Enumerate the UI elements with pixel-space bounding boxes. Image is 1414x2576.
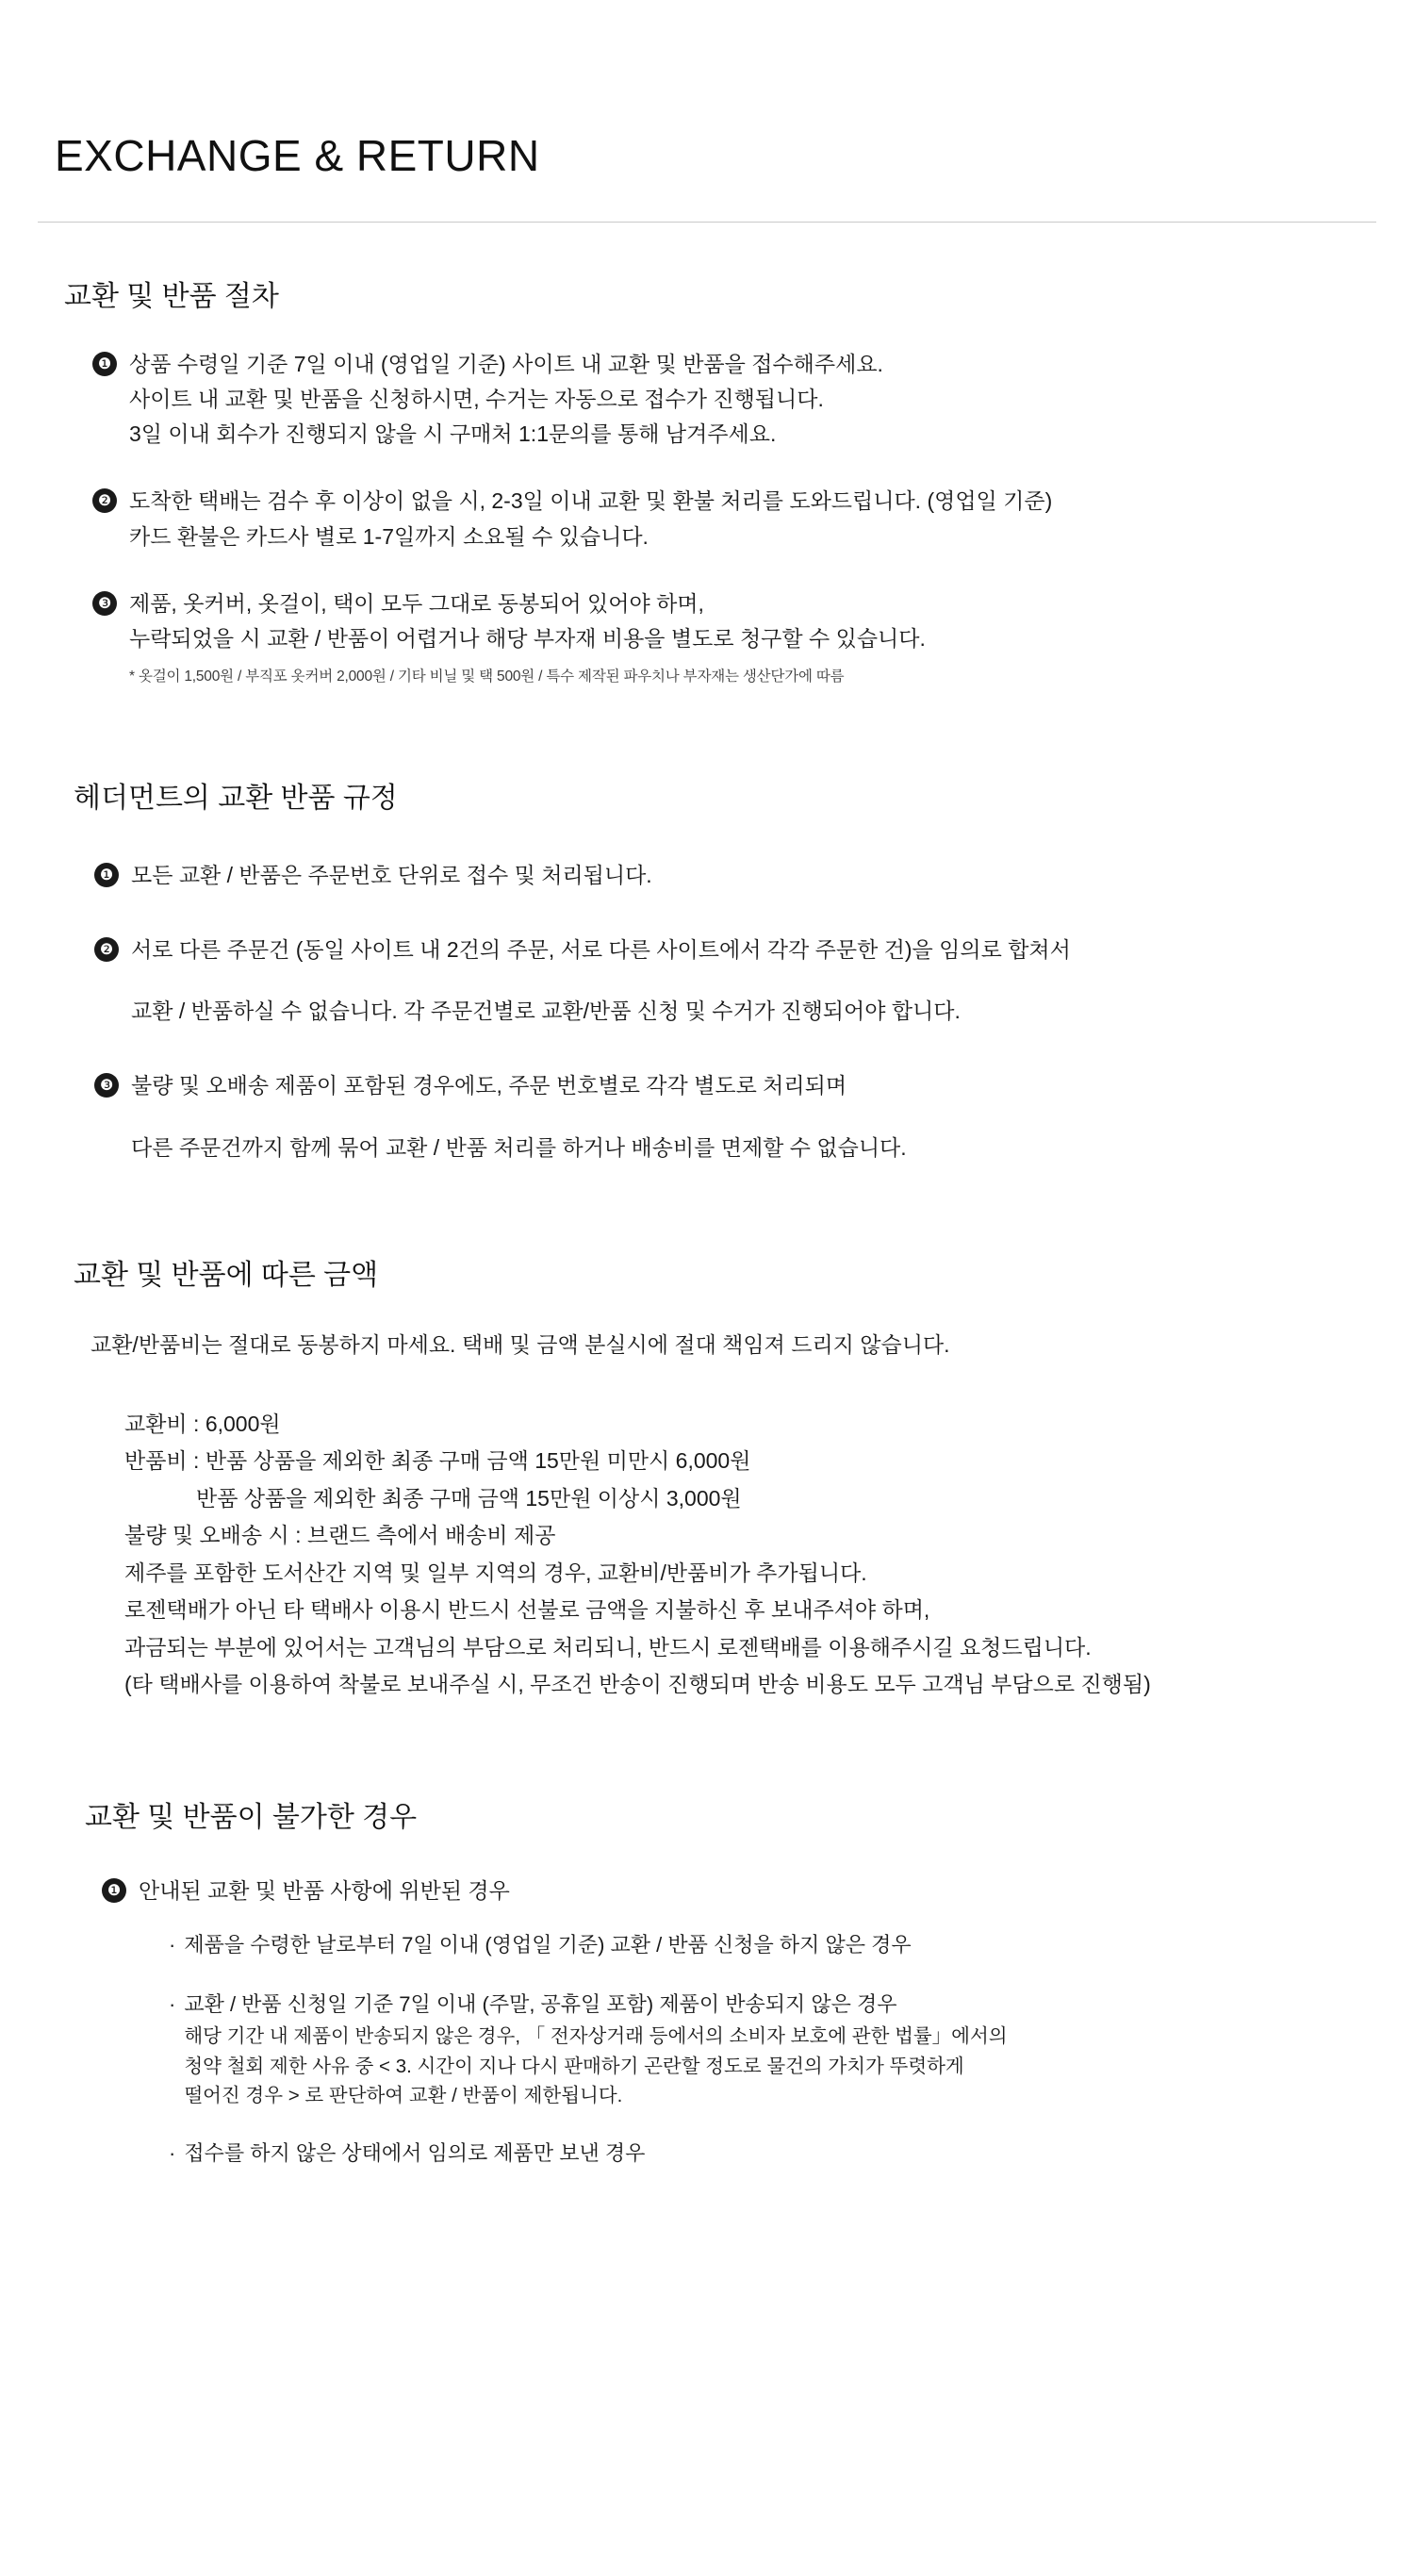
list-item [169, 1929, 1008, 1962]
text-line: 교환 / 반품하실 수 없습니다. 각 주문건별로 교환/반품 신청 및 수거가 진행되어야 합니다. [131, 999, 961, 1024]
list-item-body [131, 858, 652, 893]
text-line: 교환 / 반품 신청일 기준 7일 이내 (주말, 공휴일 포함) 제품이 반송되지 않은 경우 [184, 1992, 897, 2017]
section-heading-non-returnable: 교환 및 반품이 불가한 경우 [85, 1802, 418, 1834]
text-line: 불량 및 오배송 제품이 포함된 경우에도, 주문 번호별로 각각 별도로 처리되며 [131, 1073, 847, 1098]
number-badge-1: ❶ [102, 1878, 126, 1903]
text-line: 카드 환불은 카드사 별로 1-7일까지 소요될 수 있습니다. [129, 523, 649, 549]
list-item [94, 1068, 1414, 1165]
text-line: 누락되었을 시 교환 / 반품이 어렵거나 해당 부자재 비용을 별도로 청구할 수 있습니다. [129, 626, 926, 652]
list-item [102, 1874, 1414, 2171]
list-item [92, 347, 1414, 453]
section-non-returnable [0, 1704, 1414, 2171]
procedure-list [64, 347, 1414, 692]
list-item [94, 858, 1414, 893]
text-line: 떨어진 경우 > 로 판단하여 교환 / 반품이 제한됩니다. [184, 2085, 623, 2107]
text-line: 접수를 하지 않은 상태에서 임의로 제품만 보낸 경우 [184, 2141, 646, 2166]
list-item [94, 933, 1414, 1030]
text-line: 사이트 내 교환 및 반품을 신청하시면, 수거는 자동으로 접수가 진행됩니다. [129, 386, 824, 411]
list-item [169, 2138, 1008, 2171]
text-line: (타 택배사를 이용하여 착불로 보내주실 시, 무조건 반송이 진행되며 반송 비용도 모두 고객님 부담으로 진행됨) [124, 1672, 1151, 1697]
list-item-body [129, 484, 1052, 554]
list-item-body [131, 933, 1071, 1030]
fee-note: * 옷걸이 1,500원 / 부직포 옷커버 2,000원 / 기타 비닐 및 택 500원 / 특수 제작된 파우치나 부자재는 생산단가에 따름 [129, 669, 845, 685]
text-line: 제품, 옷커버, 옷걸이, 택이 모두 그대로 동봉되어 있어야 하며, [129, 590, 704, 616]
bullet-dot-icon: · [169, 1933, 176, 1957]
text-line: 서로 다른 주문건 (동일 사이트 내 2건의 주문, 서로 다른 사이트에서 각각 주문한 건)을 임의로 합쳐서 [131, 936, 1071, 962]
text-line: 불량 및 오배송 시 : 브랜드 측에서 배송비 제공 [124, 1523, 556, 1548]
list-item-body [129, 347, 883, 453]
text-line: 모든 교환 / 반품은 주문번호 단위로 접수 및 처리됩니다. [131, 862, 652, 887]
text-line: 제품을 수령한 날로부터 7일 이내 (영업일 기준) 교환 / 반품 신청을 하지 않은 경우 [184, 1933, 912, 1957]
list-item-body [129, 586, 926, 692]
section-rules [0, 692, 1414, 1165]
text-line: 다른 주문건까지 함께 묶어 교환 / 반품 처리를 하거나 배송비를 면제할 수 없습니다. [131, 1134, 907, 1160]
bottom-spacer [0, 2171, 1414, 2284]
text-line: 제주를 포함한 도서산간 지역 및 일부 지역의 경우, 교환비/반품비가 추가됩니다. [124, 1560, 867, 1585]
list-item [92, 586, 1414, 692]
text-line: 안내된 교환 및 반품 사항에 위반된 경우 [139, 1878, 510, 1904]
list-item-body [131, 1068, 907, 1165]
page-title: EXCHANGE & RETURN [55, 131, 540, 180]
text-line: 해당 기간 내 제품이 반송되지 않은 경우, 「 전자상거래 등에서의 소비자 보호에 관한 법률」에서의 [184, 2024, 1008, 2047]
list-item [169, 1989, 1008, 2111]
section-heading-procedure: 교환 및 반품 절차 [64, 280, 279, 312]
amount-details [124, 1406, 1414, 1704]
text-line: 도착한 택배는 검수 후 이상이 없을 시, 2-3일 이내 교환 및 환불 처리를 도와드립니다. (영업일 기준) [129, 488, 1053, 514]
list-item [92, 484, 1414, 554]
non-returnable-list [85, 1874, 1414, 2171]
number-badge-2: ❷ [92, 488, 117, 513]
number-badge-2: ❷ [94, 937, 119, 962]
text-line: 로젠택배가 아닌 타 택배사 이용시 반드시 선불로 금액을 지불하신 후 보내주셔야 하며, [124, 1597, 930, 1623]
text-line: 청약 철회 제한 사유 중 < 3. 시간이 지나 다시 판매하기 곤란할 정도로 물건의 가치가 뚜렷하게 [184, 2055, 964, 2077]
text-line: 과금되는 부분에 있어서는 고객님의 부담으로 처리되니, 반드시 로젠택배를 이용해주시길 요청드립니다. [124, 1634, 1092, 1660]
list-item-body [139, 1874, 1008, 2171]
section-heading-amount: 교환 및 반품에 따른 금액 [74, 1259, 379, 1291]
text-line: 3일 이내 회수가 진행되지 않을 시 구매처 1:1문의를 통해 남겨주세요. [129, 421, 777, 447]
text-line: 반품 상품을 제외한 최종 구매 금액 15만원 이상시 3,000원 [196, 1485, 742, 1511]
document-header [0, 0, 1414, 180]
section-heading-rules: 헤더먼트의 교환 반품 규정 [74, 782, 398, 814]
section-amount [0, 1165, 1414, 1704]
amount-intro-text: 교환/반품비는 절대로 동봉하지 마세요. 택배 및 금액 분실시에 절대 책임져 드리지 않습니다. [90, 1331, 950, 1357]
non-returnable-sub-list [139, 1929, 1008, 2171]
number-badge-3: ❸ [94, 1073, 119, 1098]
number-badge-3: ❸ [92, 591, 117, 616]
list-item-body [184, 1929, 911, 1962]
bullet-dot-icon: · [169, 2141, 176, 2166]
text-line: 반품비 : 반품 상품을 제외한 최종 구매 금액 15만원 미만시 6,000원 [124, 1448, 751, 1474]
section-procedure [0, 223, 1414, 692]
list-item-body [184, 1989, 1007, 2111]
text-line: 교환비 : 6,000원 [124, 1411, 281, 1436]
number-badge-1: ❶ [92, 352, 117, 376]
rules-list [74, 858, 1414, 1165]
text-line: 상품 수령일 기준 7일 이내 (영업일 기준) 사이트 내 교환 및 반품을 접수해주세요. [129, 351, 883, 376]
list-item-body [184, 2138, 645, 2171]
number-badge-1: ❶ [94, 863, 119, 887]
bullet-dot-icon: · [169, 1992, 176, 2017]
